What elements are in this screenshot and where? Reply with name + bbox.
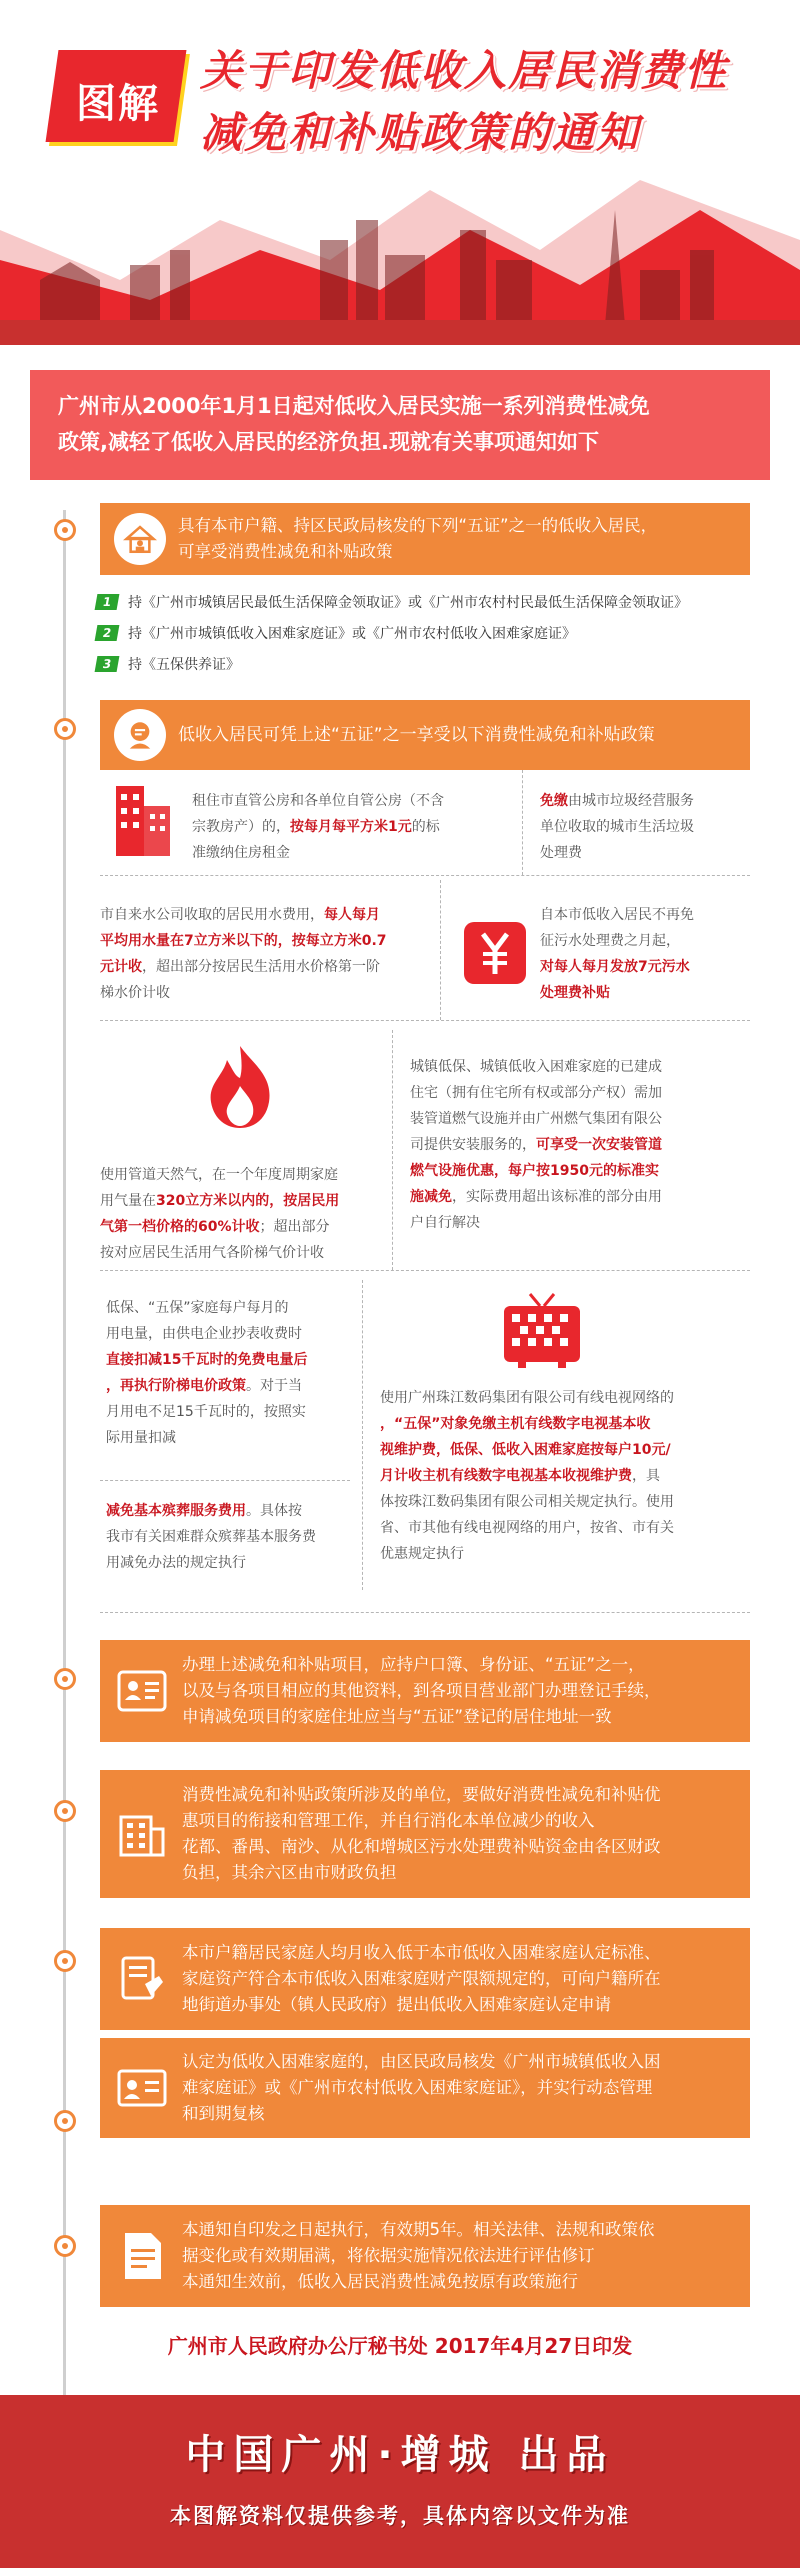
cell-gas-price bbox=[100, 1162, 390, 1266]
cell-electric-line: 用电量，由供电企业抄表收费时 bbox=[106, 1326, 302, 1342]
highlight-text: 元计收 bbox=[100, 959, 142, 975]
section-validity bbox=[100, 2205, 750, 2307]
divider bbox=[362, 1280, 363, 1590]
cell-water-line: 梯水价计收 bbox=[100, 985, 170, 1001]
timeline-dot-6 bbox=[54, 2110, 76, 2132]
cell-funeral-line: 我市有关困难群众殡葬基本服务费 bbox=[106, 1529, 316, 1545]
timeline-dot-1 bbox=[54, 519, 76, 541]
cell-water-line bbox=[100, 954, 438, 980]
list-number: 1 bbox=[95, 594, 120, 610]
cell-rent-line bbox=[192, 814, 517, 840]
building-icon bbox=[108, 780, 178, 860]
text-span: 用气量在 bbox=[100, 1193, 156, 1209]
validity-line3: 本通知生效前，低收入居民消费性减免按原有政策施行 bbox=[182, 2272, 578, 2291]
cell-tv-line: ，“五保”对象免缴主机有线数字电视基本收 bbox=[380, 1416, 651, 1432]
highlight-text: 320立方米以内的，按居民用 bbox=[156, 1193, 340, 1209]
text-span: 司提供安装服务的， bbox=[410, 1137, 536, 1153]
highlight-text: ，再执行阶梯电价政策 bbox=[106, 1378, 246, 1394]
text-span: 市自来水公司收取的居民用水费用， bbox=[100, 907, 324, 923]
yuan-icon bbox=[462, 920, 528, 986]
timeline-dot-7 bbox=[54, 2235, 76, 2257]
document-icon bbox=[114, 2228, 170, 2284]
cell-garbage-line: 单位收取的城市生活垃圾 bbox=[540, 819, 694, 835]
cell-electric-line bbox=[106, 1373, 356, 1399]
footer-disclaimer: 本图解资料仅提供参考，具体内容以文件为准 bbox=[170, 2504, 630, 2528]
validity-line2: 据变化或有效期届满，将依据实施情况依法进行评估修订 bbox=[182, 2246, 595, 2265]
application-line3: 申请减免项目的家庭住址应当与“五证”登记的居住地址一致 bbox=[182, 1707, 612, 1726]
divider bbox=[100, 1612, 750, 1613]
title-badge-text: 图解 bbox=[76, 81, 160, 127]
text-span: ，超出部分按居民生活用水价格第一阶 bbox=[142, 959, 380, 975]
id-card-icon bbox=[114, 1663, 170, 1719]
cell-gas-install-line: 户自行解决 bbox=[410, 1215, 480, 1231]
cell-electric-line: 低保、“五保”家庭每户每月的 bbox=[106, 1300, 289, 1316]
recognition-b-line2: 难家庭证》或《广州市农村低收入困难家庭证》，并实行动态管理 bbox=[182, 2078, 653, 2097]
recognition-b-line3: 和到期复核 bbox=[182, 2104, 265, 2123]
divider bbox=[100, 1480, 350, 1481]
cell-gas-install-line bbox=[410, 1184, 750, 1210]
cell-sewage-line: 征污水处理费之月起， bbox=[540, 933, 680, 949]
list-item-text: 持《广州市城镇居民最低生活保障金领取证》或《广州市农村村民最低生活保障金领取证》 bbox=[128, 594, 688, 611]
funding-line1: 消费性减免和补贴政策所涉及的单位，要做好消费性减免和补贴优 bbox=[182, 1785, 661, 1804]
recognition-a-line3: 地街道办事处（镇人民政府）提出低收入困难家庭认定申请 bbox=[182, 1995, 611, 2014]
cell-gas-install-line: 住宅（拥有住宅所有权或部分产权）需加 bbox=[410, 1085, 662, 1101]
divider bbox=[392, 1030, 393, 1270]
cell-tv-line: 体按珠江数码集团有限公司相关规定执行。使用 bbox=[380, 1494, 674, 1510]
funding-line3: 花都、番禺、南沙、从化和增城区污水处理费补贴资金由各区财政 bbox=[182, 1837, 661, 1856]
divider bbox=[440, 880, 441, 1020]
divider bbox=[522, 770, 523, 875]
cell-tv bbox=[380, 1385, 750, 1567]
certificate-icon bbox=[114, 2060, 170, 2116]
section-application bbox=[100, 1640, 750, 1742]
section-eligibility bbox=[100, 503, 750, 575]
highlight-text: 按每月每平方米1元 bbox=[290, 819, 412, 835]
speech-user-icon bbox=[114, 709, 166, 761]
cell-tv-line: 视维护费，低保、低收入困难家庭按每户10元/ bbox=[380, 1442, 671, 1458]
highlight-text: 气第一档价格的60%计收 bbox=[100, 1219, 260, 1235]
recognition-b-line1: 认定为低收入困难家庭的，由区民政局核发《广州市城镇低收入困 bbox=[182, 2052, 661, 2071]
text-span: 宗教房产）的， bbox=[192, 819, 290, 835]
cell-gas-price-line: 使用管道天然气，在一个年度周期家庭 bbox=[100, 1167, 338, 1183]
cell-sewage-line: 对每人每月发放7元污水 bbox=[540, 959, 690, 975]
text-span: 的标 bbox=[411, 819, 440, 835]
cell-tv-line bbox=[380, 1463, 750, 1489]
list-number: 3 bbox=[95, 656, 120, 672]
list-item bbox=[96, 586, 756, 617]
cell-water bbox=[100, 902, 438, 1006]
flame-icon bbox=[195, 1042, 285, 1132]
city-skyline-illustration bbox=[0, 170, 800, 345]
cell-electric bbox=[106, 1295, 356, 1451]
application-line2: 以及与各项目相应的其他资料，到各项目营业部门办理登记手续， bbox=[182, 1681, 661, 1700]
page-title-line2: 减免和补贴政策的通知 bbox=[200, 108, 641, 157]
timeline-dot-2 bbox=[54, 718, 76, 740]
list-number: 2 bbox=[95, 625, 120, 641]
timeline-dot-4 bbox=[54, 1800, 76, 1822]
list-item-text: 持《五保供养证》 bbox=[128, 656, 240, 673]
funding-line2: 惠项目的衔接和管理工作，并自行消化本单位减少的收入 bbox=[182, 1811, 595, 1830]
cell-electric-line: 月用电不足15千瓦时的，按照实 bbox=[106, 1404, 306, 1420]
section-funding bbox=[100, 1770, 750, 1898]
cell-electric-line: 直接扣减15千瓦时的免费电量后 bbox=[106, 1352, 308, 1368]
cell-gas-install-line bbox=[410, 1132, 750, 1158]
eligibility-line2: 可享受消费性减免和补贴政策 bbox=[178, 542, 393, 561]
cell-sewage-line: 自本市低收入居民不再免 bbox=[540, 907, 694, 923]
timeline-dot-5 bbox=[54, 1950, 76, 1972]
cell-sewage-line: 处理费补贴 bbox=[540, 985, 610, 1001]
benefits-grid bbox=[100, 770, 750, 1620]
recognition-a-line2: 家庭资产符合本市低收入困难家庭财产限额规定的，可向户籍所在 bbox=[182, 1969, 661, 1988]
cell-gas-price-line: 按对应居民生活用气各阶梯气价计收 bbox=[100, 1245, 324, 1261]
validity-line1: 本通知自印发之日起执行，有效期5年。相关法律、法规和政策依 bbox=[182, 2220, 655, 2239]
list-item bbox=[96, 648, 756, 679]
intro-box bbox=[30, 370, 770, 480]
cell-garbage bbox=[540, 788, 745, 866]
cell-water-line bbox=[100, 902, 438, 928]
highlight-text: 月计收主机有线数字电视基本收视维护费 bbox=[380, 1468, 632, 1484]
divider bbox=[100, 1020, 750, 1021]
highlight-text: 每人每月 bbox=[324, 907, 380, 923]
tv-icon bbox=[500, 1290, 584, 1370]
cell-rent bbox=[192, 788, 517, 866]
footer-banner bbox=[0, 2395, 800, 2568]
recognition-a-line1: 本市户籍居民家庭人均月收入低于本市低收入困难家庭认定标准、 bbox=[182, 1943, 661, 1962]
funding-line4: 负担，其余六区由市财政负担 bbox=[182, 1863, 397, 1882]
section-recognition-apply bbox=[100, 1928, 750, 2030]
cell-gas-install bbox=[410, 1054, 750, 1236]
hand-document-icon bbox=[114, 1951, 170, 2007]
cell-tv-line: 优惠规定执行 bbox=[380, 1546, 464, 1562]
house-user-icon bbox=[114, 513, 166, 565]
text-span: ，具 bbox=[632, 1468, 660, 1484]
cell-funeral-line bbox=[106, 1498, 356, 1524]
eligibility-line1: 具有本市户籍、持区民政局核发的下列“五证”之一的低收入居民， bbox=[178, 516, 658, 535]
cell-sewage bbox=[540, 902, 745, 1006]
cell-tv-line: 省、市其他有线电视网络的用户，按省、市有关 bbox=[380, 1520, 674, 1536]
cell-gas-install-line: 城镇低保、城镇低收入困难家庭的已建成 bbox=[410, 1059, 662, 1075]
timeline-dot-3 bbox=[54, 1668, 76, 1690]
application-line1: 办理上述减免和补贴项目，应持户口簿、身份证、“五证”之一， bbox=[182, 1655, 645, 1674]
cell-rent-line: 租住市直管公房和各单位自管公房（不含 bbox=[192, 793, 444, 809]
section-benefits-header bbox=[100, 700, 750, 770]
page-title-line1: 关于印发低收入居民消费性 bbox=[200, 46, 729, 95]
cell-gas-price-line bbox=[100, 1214, 390, 1240]
highlight-text: 施减免 bbox=[410, 1189, 452, 1205]
footer-title: 中国广州·增城 出品 bbox=[185, 2432, 615, 2478]
cell-gas-install-line: 装管道燃气设施并由广州燃气集团有限公 bbox=[410, 1111, 662, 1127]
cell-funeral-line: 用减免办法的规定执行 bbox=[106, 1555, 246, 1571]
issuer-signoff: 广州市人民政府办公厅秘书处 2017年4月27日印发 bbox=[167, 2334, 633, 2358]
header-banner bbox=[0, 0, 800, 345]
cell-water-line: 平均用水量在7立方米以下的，按每立方米0.7 bbox=[100, 933, 387, 949]
cell-tv-line: 使用广州珠江数码集团有限公司有线电视网络的 bbox=[380, 1390, 674, 1406]
text-span: 由城市垃圾经营服务 bbox=[568, 793, 694, 809]
certificate-list bbox=[96, 586, 756, 679]
cell-gas-price-line bbox=[100, 1188, 390, 1214]
divider bbox=[100, 875, 750, 876]
highlight-text: 减免基本殡葬服务费用 bbox=[106, 1503, 246, 1519]
section-recognition-issue bbox=[100, 2036, 750, 2138]
divider bbox=[100, 1270, 750, 1271]
intro-line2: 政策,减轻了低收入居民的经济负担.现就有关事项通知如下 bbox=[58, 430, 599, 454]
text-span: 。对于当 bbox=[246, 1378, 302, 1394]
benefits-title: 低收入居民可凭上述“五证”之一享受以下消费性减免和补贴政策 bbox=[178, 725, 655, 745]
cell-funeral bbox=[106, 1498, 356, 1576]
cell-rent-line: 准缴纳住房租金 bbox=[192, 845, 290, 861]
text-span: ；超出部分 bbox=[259, 1219, 330, 1235]
cell-garbage-line: 处理费 bbox=[540, 845, 582, 861]
list-item-text: 持《广州市城镇低收入困难家庭证》或《广州市农村低收入困难家庭证》 bbox=[128, 625, 576, 642]
list-item bbox=[96, 617, 756, 648]
cell-electric-line: 际用量扣减 bbox=[106, 1430, 176, 1446]
highlight-text: 免缴 bbox=[540, 793, 568, 809]
intro-line1: 广州市从2000年1月1日起对低收入居民实施一系列消费性减免 bbox=[58, 394, 650, 418]
text-span: 。具体按 bbox=[246, 1503, 302, 1519]
cell-garbage-line bbox=[540, 788, 745, 814]
highlight-text: 可享受一次安装管道 bbox=[536, 1137, 662, 1153]
text-span: ，实际费用超出该标准的部分由用 bbox=[452, 1189, 662, 1205]
cell-gas-install-line: 燃气设施优惠，每户按1950元的标准实 bbox=[410, 1163, 659, 1179]
office-building-icon bbox=[114, 1806, 170, 1862]
